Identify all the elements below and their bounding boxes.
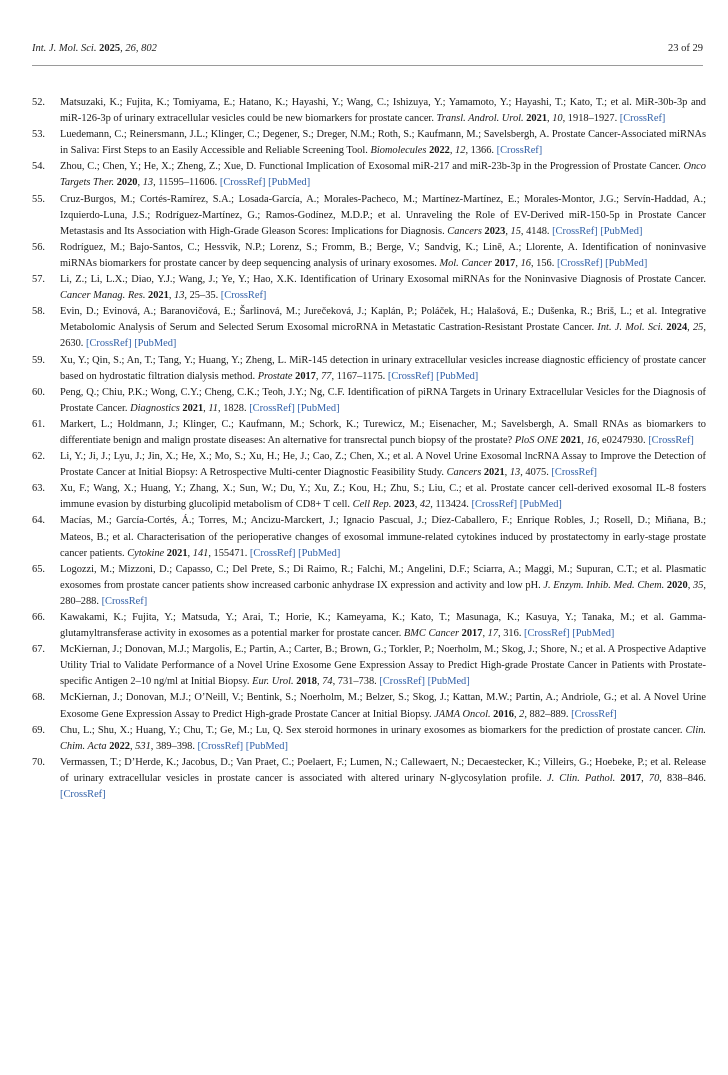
reference-journal: Eur. Urol. bbox=[252, 676, 294, 688]
reference-text: Rodríguez, M.; Bajo-Santos, C.; Hessvik, N.P.; Lorenz, S.; Fromm, B.; Berge, V.; Sandvig, K.; Linē, A.; Llorente, A. Identification of noninvasive miRNAs biomarkers for prostate cancer by deep sequencing analysis of urinary exosomes. Mol. Cancer 2017, 16, 156. [CrossRef] [PubMed] bbox=[60, 241, 706, 269]
reference-volume: 25 bbox=[692, 322, 704, 334]
reference-pages: , 1167–1175. bbox=[331, 370, 386, 382]
reference-number: 68. bbox=[32, 692, 45, 704]
reference-item bbox=[32, 159, 706, 191]
reference-pages: , 1828. bbox=[218, 402, 247, 414]
reference-item bbox=[32, 723, 706, 755]
reference-journal: Prostate bbox=[257, 370, 293, 382]
reference-pages: , 731–738. bbox=[332, 676, 377, 688]
reference-journal: J. Clin. Pathol. bbox=[546, 772, 616, 784]
reference-year: 2021 bbox=[148, 290, 169, 302]
reference-pages: , 838–846. bbox=[659, 772, 706, 784]
reference-authors-title: Logozzi, M.; Mizzoni, D.; Capasso, C.; Del Prete, S.; Di Raimo, R.; Falchi, M.; Angelini, D.F.; Sciarra, A.; Maggi, M.; Supuran, C.T.; et al. Plasmatic exosomes from prostate cancer patients show increased carbonic anhydrase IX expression and activity and low pH. bbox=[60, 563, 706, 591]
pubmed-link[interactable]: [PubMed] bbox=[436, 370, 479, 382]
reference-text: Evin, D.; Evinová, A.; Baranovičová, E.; Šarlinová, M.; Jurečeková, J.; Kaplán, P.; Poláček, H.; Halašová, E.; Dušenka, R.; Briš, L.; et al. Integrative Metabolomic Analysis of Serum and Selected Serum Exosomal microRNA in Metastatic Castration-Resistant Prostate Cancer. Int. J. Mol. Sci. 2024, 25, 2630. [CrossRef] [PubMed] bbox=[60, 306, 706, 350]
reference-journal: Mol. Cancer bbox=[439, 257, 492, 269]
reference-volume: 13 bbox=[509, 467, 521, 479]
reference-journal: Cancers bbox=[447, 225, 482, 237]
reference-pages: , 25–35. bbox=[184, 290, 219, 302]
reference-journal: Int. J. Mol. Sci. bbox=[597, 322, 664, 334]
reference-year: 2021 bbox=[560, 434, 582, 446]
reference-volume: 77 bbox=[321, 370, 332, 382]
reference-item bbox=[32, 304, 706, 352]
reference-pages: , 4075. bbox=[520, 467, 549, 479]
reference-text: Li, Y.; Ji, J.; Lyu, J.; Jin, X.; He, X.; Mo, S.; Xu, H.; He, J.; Cao, Z.; Chen, X.; et al. A Novel Urine Exosomal lncRNA Assay to Improve the Detection of Prostate Cancer at Initial Biopsy: A Retrospective Multi-center Diagnostic Feasibility Study. Cancers 2021, 13, 4075. [CrossRef] bbox=[60, 451, 706, 479]
reference-authors-title: Markert, L.; Holdmann, J.; Klinger, C.; Kaufmann, M.; Schork, K.; Turewicz, M.; Eisenacher, M.; Savelsbergh, A. Small RNAs as biomarkers to differentiate benign and malign prostate diseases: An alternative for transrectal punch biopsy of the prostate? bbox=[60, 418, 706, 446]
reference-journal: Transl. Androl. Urol. bbox=[436, 113, 524, 125]
reference-volume: 70 bbox=[648, 772, 660, 784]
reference-year: 2017 bbox=[494, 257, 516, 269]
reference-text: Xu, Y.; Qin, S.; An, T.; Tang, Y.; Huang, Y.; Zheng, L. MiR-145 detection in urinary extracellular vesicles increase diagnostic efficiency of prostate cancer based on hydrostatic filtration dialysis method. Prostate 2017, 77, 1167–1175. [CrossRef] [PubMed] bbox=[60, 354, 706, 382]
reference-number: 69. bbox=[32, 724, 45, 736]
journal-name: Int. J. Mol. Sci. bbox=[32, 43, 97, 54]
reference-year: 2021 bbox=[526, 113, 548, 125]
reference-volume: 13 bbox=[142, 177, 154, 189]
reference-authors-title: Macías, M.; García-Cortés, Á.; Torres, M.; Ancizu-Marckert, J.; Ignacio Pascual, J.; Díez-Caballero, F.; Enrique Robles, J.; Rosell, D.; Miñana, B.; Mateos, B.; et al. Characterisation of the perioperative changes of exosomal immune-related cytokines induced by prostatectomy in early-stage prostate cancer patients. bbox=[60, 515, 706, 559]
reference-authors-title: Zhou, C.; Chen, Y.; He, X.; Zheng, Z.; Xue, D. Functional Implication of Exosomal miR-217 and miR-23b-3p in the Progression of Prostate Cancer. bbox=[60, 161, 684, 173]
reference-item bbox=[32, 449, 706, 481]
crossref-link[interactable]: [CrossRef] bbox=[524, 628, 570, 640]
pubmed-link[interactable]: [PubMed] bbox=[572, 628, 615, 640]
reference-number: 59. bbox=[32, 354, 45, 366]
reference-text: Vermassen, T.; D’Herde, K.; Jacobus, D.; Van Praet, C.; Poelaert, F.; Lumen, N.; Callewaert, N.; Decaestecker, K.; Villeirs, G.; Hoebeke, P.; et al. Release of urinary extracellular vesicles in prostate cancer is associated with altered urinary N-glycosylation profile. J. Clin. Pathol. 2017, 70, 838–846. [CrossRef] bbox=[60, 756, 706, 801]
reference-authors-title: Cruz-Burgos, M.; Cortés-Ramírez, S.A.; Losada-García, A.; Morales-Pacheco, M.; Martínez-Martínez, E.; Morales-Montor, J.G.; Servín-Haddad, A.; Izquierdo-Luna, J.S.; Rodríguez-Martínez, G.; Ramos-Godínez, M.D.P.; et al. Unraveling the Role of EV-Derived miR-150-5p in Prostate Cancer Metastasis and Its Association with High-Grade Gleason Scores: Implications for Diagnosis. bbox=[60, 193, 706, 237]
reference-item bbox=[32, 513, 706, 561]
reference-number: 52. bbox=[32, 97, 45, 108]
reference-journal: Cell Rep. bbox=[352, 499, 392, 511]
reference-journal: Cancers bbox=[446, 467, 482, 479]
reference-year: 2021 bbox=[483, 467, 505, 479]
reference-volume: 15 bbox=[510, 225, 521, 237]
reference-item bbox=[32, 272, 706, 304]
pubmed-link[interactable]: [PubMed] bbox=[245, 740, 288, 752]
reference-journal: JAMA Oncol. bbox=[434, 708, 491, 720]
reference-number: 64. bbox=[32, 515, 45, 527]
reference-authors-title: Chu, L.; Shu, X.; Huang, Y.; Chu, T.; Ge, M.; Lu, Q. Sex steroid hormones in urinary exosomes as biomarkers for the prediction of prostate cancer. bbox=[60, 724, 686, 736]
reference-text: Macías, M.; García-Cortés, Á.; Torres, M.; Ancizu-Marckert, J.; Ignacio Pascual, J.; Díez-Caballero, F.; Enrique Robles, J.; Rosell, D.; Miñana, B.; Mateos, B.; et al. Characterisation of the perioperative changes of exosomal immune-related cytokines induced by prostatectomy in early-stage prostate cancer patients. Cytokine 2021, 141, 155471. [CrossRef] [PubMed] bbox=[60, 515, 706, 559]
reference-year: 2020 bbox=[666, 579, 688, 591]
crossref-link[interactable]: [CrossRef] bbox=[496, 145, 543, 157]
reference-pages: , 389–398. bbox=[150, 740, 195, 752]
pubmed-link[interactable]: [PubMed] bbox=[600, 225, 643, 237]
reference-volume: 11 bbox=[208, 402, 218, 414]
reference-authors-title: Li, Z.; Li, L.X.; Diao, Y.J.; Wang, J.; Ye, Y.; Hao, X.K. Identification of Urinary Exosomal miRNAs for the Noninvasive Diagnosis of Prostate Cancer. bbox=[60, 274, 706, 286]
pubmed-link[interactable]: [PubMed] bbox=[519, 499, 562, 511]
reference-authors-title: Xu, Y.; Qin, S.; An, T.; Tang, Y.; Huang, Y.; Zheng, L. MiR-145 detection in urinary extracellular vesicles increase diagnostic efficiency of prostate cancer based on hydrostatic filtration dialysis method. bbox=[60, 354, 706, 382]
reference-pages: , 155471. bbox=[208, 547, 248, 559]
reference-number: 66. bbox=[32, 612, 45, 623]
journal-volume-issue: , 26, 802 bbox=[120, 43, 157, 54]
crossref-link[interactable]: [CrossRef] bbox=[551, 467, 598, 479]
reference-volume: 2 bbox=[519, 708, 525, 720]
crossref-link[interactable]: [CrossRef] bbox=[556, 257, 603, 269]
reference-pages: , 1918–1927. bbox=[562, 113, 618, 125]
reference-text: Cruz-Burgos, M.; Cortés-Ramírez, S.A.; Losada-García, A.; Morales-Pacheco, M.; Martínez-Martínez, E.; Morales-Montor, J.G.; Servín-Haddad, A.; Izquierdo-Luna, J.S.; Rodríguez-Martínez, G.; Ramos-Godínez, M.D.P.; et al. Unraveling the Role of EV-Derived miR-150-5p in Prostate Cancer Metastasis and Its Association with High-Grade Gleason Scores: Implications for Diagnosis. Cancers 2023, 15, 4148. [CrossRef] [PubMed] bbox=[60, 193, 706, 237]
reference-item bbox=[32, 642, 706, 690]
reference-item bbox=[32, 127, 706, 159]
reference-text: Logozzi, M.; Mizzoni, D.; Capasso, C.; Del Prete, S.; Di Raimo, R.; Falchi, M.; Angelini, D.F.; Sciarra, A.; Maggi, M.; Supuran, C.T.; et al. Plasmatic exosomes from prostate cancer patients show increased carbonic anhydrase IX expression and activity and low pH. J. Enzym. Inhib. Med. Chem. 2020, 35, 280–288. [CrossRef] bbox=[60, 563, 706, 607]
reference-authors-title: McKiernan, J.; Donovan, M.J.; O’Neill, V.; Bentink, S.; Noerholm, M.; Belzer, S.; Skog, J.; Kattan, M.W.; Partin, A.; Andriole, G.; et al. A Novel Urine Exosome Gene Expression Assay to Predict High-grade Prostate Cancer at Initial Biopsy. bbox=[60, 692, 706, 720]
reference-year: 2023 bbox=[393, 499, 415, 511]
reference-volume: 531 bbox=[135, 740, 151, 752]
reference-journal: Biomolecules bbox=[370, 145, 427, 157]
reference-volume: 13 bbox=[174, 290, 185, 302]
crossref-link[interactable]: [CrossRef] bbox=[648, 434, 694, 446]
crossref-link[interactable]: [CrossRef] bbox=[101, 595, 148, 607]
reference-number: 62. bbox=[32, 451, 45, 463]
reference-volume: 12 bbox=[455, 145, 466, 157]
crossref-link[interactable]: [CrossRef] bbox=[249, 547, 296, 559]
reference-authors-title: Kawakami, K.; Fujita, Y.; Matsuda, Y.; Arai, T.; Horie, K.; Kameyama, K.; Kato, T.; Masunaga, K.; Kasuya, Y.; Tanaka, M.; et al. Gamma-glutamyltransferase activity in exosomes as a potential marker for prostate cancer. bbox=[60, 612, 706, 640]
reference-pages: , 280–288. bbox=[60, 579, 706, 607]
reference-authors-title: Vermassen, T.; D’Herde, K.; Jacobus, D.; Van Praet, C.; Poelaert, F.; Lumen, N.; Callewaert, N.; Decaestecker, K.; Villeirs, G.; Hoebeke, P.; et al. Release of urinary extracellular vesicles in prostate cancer is associated with altered urinary N-glycosylation profile. bbox=[60, 756, 706, 784]
reference-journal: Cancer Manag. Res. bbox=[60, 290, 146, 302]
reference-item bbox=[32, 481, 706, 513]
crossref-link[interactable]: [CrossRef] bbox=[249, 402, 295, 414]
reference-number: 65. bbox=[32, 563, 45, 575]
reference-item bbox=[32, 562, 706, 610]
reference-item bbox=[32, 385, 706, 417]
reference-journal: Clin. Chim. Acta bbox=[60, 724, 706, 752]
reference-year: 2021 bbox=[166, 547, 188, 559]
reference-item bbox=[32, 240, 706, 272]
reference-volume: 74 bbox=[322, 676, 333, 688]
reference-number: 54. bbox=[32, 161, 45, 173]
reference-pages: , 2630. bbox=[60, 322, 706, 350]
page-number: 23 of 29 bbox=[668, 43, 703, 54]
reference-year: 2024 bbox=[666, 322, 688, 334]
reference-item bbox=[32, 417, 706, 449]
pubmed-link[interactable]: [PubMed] bbox=[297, 402, 340, 414]
reference-pages: , 156. bbox=[530, 257, 555, 269]
reference-volume: 35 bbox=[693, 579, 704, 591]
reference-year: 2017 bbox=[461, 628, 483, 640]
journal-year: 2025 bbox=[99, 43, 121, 54]
reference-year: 2018 bbox=[296, 676, 317, 688]
reference-volume: 141 bbox=[192, 547, 209, 559]
crossref-link[interactable]: [CrossRef] bbox=[387, 370, 434, 382]
reference-item bbox=[32, 690, 706, 722]
reference-text: Markert, L.; Holdmann, J.; Klinger, C.; Kaufmann, M.; Schork, K.; Turewicz, M.; Eisenacher, M.; Savelsbergh, A. Small RNAs as biomarkers to differentiate benign and malign prostate diseases: An alternative for transrectal punch biopsy of the prostate? PloS ONE 2021, 16, e0247930. [CrossRef] bbox=[60, 418, 706, 446]
crossref-link[interactable]: [CrossRef] bbox=[471, 499, 518, 511]
reference-volume: 16 bbox=[586, 434, 597, 446]
reference-pages: , e0247930. bbox=[596, 434, 646, 446]
reference-journal: J. Enzym. Inhib. Med. Chem. bbox=[543, 579, 665, 591]
reference-number: 60. bbox=[32, 386, 45, 398]
reference-journal: PloS ONE bbox=[514, 434, 558, 446]
reference-item bbox=[32, 353, 706, 385]
crossref-link[interactable]: [CrossRef] bbox=[619, 113, 666, 125]
reference-text: McKiernan, J.; Donovan, M.J.; O’Neill, V.; Bentink, S.; Noerholm, M.; Belzer, S.; Skog, J.; Kattan, M.W.; Partin, A.; Andriole, G.; et al. A Novel Urine Exosome Gene Expression Assay to Predict High-grade Prostate Cancer at Initial Biopsy. JAMA Oncol. 2016, 2, 882–889. [CrossRef] bbox=[60, 692, 706, 720]
reference-text: Xu, F.; Wang, X.; Huang, Y.; Zhang, X.; Sun, W.; Du, Y.; Xu, Z.; Kou, H.; Zhu, S.; Liu, C.; et al. Prostate cancer cell-derived exosomal IL-8 fosters immune evasion by disturbing glucolipid metabolism of CD8+ T cell. Cell Rep. 2023, 42, 113424. [CrossRef] [PubMed] bbox=[60, 483, 706, 511]
reference-pages: , 4148. bbox=[520, 225, 550, 237]
reference-year: 2017 bbox=[295, 370, 316, 382]
reference-authors-title: Luedemann, C.; Reinersmann, J.L.; Klinger, C.; Degener, S.; Dreger, N.M.; Roth, S.; Kaufmann, M.; Savelsbergh, A. Prostate Cancer-Associated miRNAs in Saliva: First Steps to an Easily Accessible and Reliable Screening Tool. bbox=[60, 129, 706, 157]
reference-number: 53. bbox=[32, 129, 45, 141]
pubmed-link[interactable]: [PubMed] bbox=[605, 257, 648, 269]
pubmed-link[interactable]: [PubMed] bbox=[268, 177, 311, 189]
crossref-link[interactable]: [CrossRef] bbox=[86, 338, 132, 350]
reference-text: Kawakami, K.; Fujita, Y.; Matsuda, Y.; Arai, T.; Horie, K.; Kameyama, K.; Kato, T.; Masunaga, K.; Kasuya, Y.; Tanaka, M.; et al. Gamma-glutamyltransferase activity in exosomes as a potential marker for prostate cancer. BMC Cancer 2017, 17, 316. [CrossRef] [PubMed] bbox=[60, 612, 706, 640]
reference-authors-title: Peng, Q.; Chiu, P.K.; Wong, C.Y.; Cheng, C.K.; Teoh, J.Y.; Ng, C.F. Identification of piRNA Targets in Urinary Extracellular Vesicles for the Diagnosis of Prostate Cancer. bbox=[60, 386, 706, 414]
reference-journal: BMC Cancer bbox=[403, 628, 460, 640]
reference-number: 67. bbox=[32, 644, 45, 656]
reference-year: 2022 bbox=[429, 145, 450, 157]
reference-number: 61. bbox=[32, 418, 45, 430]
reference-volume: 10 bbox=[552, 113, 563, 125]
crossref-link[interactable]: [CrossRef] bbox=[219, 177, 266, 189]
reference-year: 2016 bbox=[493, 708, 514, 720]
reference-number: 63. bbox=[32, 483, 45, 495]
reference-authors-title: Evin, D.; Evinová, A.; Baranovičová, E.; Šarlinová, M.; Jurečeková, J.; Kaplán, P.; Poláček, H.; Halašová, E.; Dušenka, R.; Briš, L.; et al. Integrative Metabolomic Analysis of Serum and Selected Serum Exosomal microRNA in Metastatic Castration-Resistant Prostate Cancer. bbox=[60, 306, 706, 334]
crossref-link[interactable]: [CrossRef] bbox=[60, 789, 106, 801]
reference-text: McKiernan, J.; Donovan, M.J.; Margolis, E.; Partin, A.; Carter, B.; Brown, G.; Torkler, P.; Noerholm, M.; Skog, J.; Shore, N.; et al. A Prospective Adaptive Utility Trial to Validate Performance of a Novel Urine Exosome Gene Expression Assay to Predict High-grade Prostate Cancer in Patients with Prostate-specific Antigen 2–10 ng/ml at Initial Biopsy. Eur. Urol. 2018, 74, 731–738. [CrossRef] [PubMed] bbox=[60, 644, 706, 688]
reference-pages: , 11595–11606. bbox=[153, 177, 218, 189]
reference-year: 2022 bbox=[109, 740, 130, 752]
reference-journal: Diagnostics bbox=[130, 402, 180, 414]
reference-number: 56. bbox=[32, 241, 45, 253]
reference-year: 2020 bbox=[116, 177, 138, 189]
crossref-link[interactable]: [CrossRef] bbox=[197, 740, 244, 752]
reference-volume: 17 bbox=[487, 628, 499, 640]
page-header bbox=[32, 43, 703, 63]
reference-year: 2017 bbox=[620, 772, 642, 784]
reference-pages: , 316. bbox=[498, 628, 522, 640]
reference-year: 2021 bbox=[182, 402, 204, 414]
reference-pages: , 1366. bbox=[465, 145, 495, 157]
reference-pages: , 113424. bbox=[430, 499, 469, 511]
reference-year: 2023 bbox=[484, 225, 506, 237]
reference-authors-title: Li, Y.; Ji, J.; Lyu, J.; Jin, X.; He, X.; Mo, S.; Xu, H.; He, J.; Cao, Z.; Chen, X.; et al. A Novel Urine Exosomal lncRNA Assay to Improve the Detection of Prostate Cancer at Initial Biopsy: A Retrospective Multi-center Diagnostic Feasibility Study. bbox=[60, 451, 706, 479]
pubmed-link[interactable]: [PubMed] bbox=[134, 338, 177, 350]
pubmed-link[interactable]: [PubMed] bbox=[298, 547, 341, 559]
reference-authors-title: Matsuzaki, K.; Fujita, K.; Tomiyama, E.; Hatano, K.; Hayashi, Y.; Wang, C.; Ishizuya, Y.; Yamamoto, Y.; Hayashi, T.; Kato, T.; et al. MiR-30b-3p and miR-126-3p of urinary extracellular vesicles could be new biomarkers for prostate cancer. bbox=[60, 97, 706, 125]
reference-text: Chu, L.; Shu, X.; Huang, Y.; Chu, T.; Ge, M.; Lu, Q. Sex steroid hormones in urinary exosomes as biomarkers for the prediction of prostate cancer. Clin. Chim. Acta 2022, 531, 389–398. [CrossRef] [PubMed] bbox=[60, 724, 706, 752]
reference-item bbox=[32, 95, 706, 127]
reference-authors-title: Rodríguez, M.; Bajo-Santos, C.; Hessvik, N.P.; Lorenz, S.; Fromm, B.; Berge, V.; Sandvig, K.; Linē, A.; Llorente, A. Identification of noninvasive miRNAs biomarkers for prostate cancer by deep sequencing analysis of urinary exosomes. bbox=[60, 241, 706, 269]
reference-text: Matsuzaki, K.; Fujita, K.; Tomiyama, E.; Hatano, K.; Hayashi, Y.; Wang, C.; Ishizuya, Y.; Yamamoto, Y.; Hayashi, T.; Kato, T.; et al. MiR-30b-3p and miR-126-3p of urinary extracellular vesicles could be new biomarkers for prostate cancer. Transl. Androl. Urol. 2021, 10, 1918–1927. [CrossRef] bbox=[60, 97, 706, 125]
reference-authors-title: Xu, F.; Wang, X.; Huang, Y.; Zhang, X.; Sun, W.; Du, Y.; Xu, Z.; Kou, H.; Zhu, S.; Liu, C.; et al. Prostate cancer cell-derived exosomal IL-8 fosters immune evasion by disturbing glucolipid metabolism of CD8+ T cell. bbox=[60, 483, 706, 511]
crossref-link[interactable]: [CrossRef] bbox=[571, 708, 617, 720]
header-rule bbox=[32, 65, 703, 66]
reference-number: 57. bbox=[32, 274, 45, 286]
reference-text: Zhou, C.; Chen, Y.; He, X.; Zheng, Z.; Xue, D. Functional Implication of Exosomal miR-217 and miR-23b-3p in the Progression of Prostate Cancer. Onco Targets Ther. 2020, 13, 11595–11606. [CrossRef] [PubMed] bbox=[60, 161, 706, 189]
reference-volume: 16 bbox=[520, 257, 531, 269]
reference-list bbox=[32, 95, 706, 803]
reference-journal: Cytokine bbox=[127, 547, 165, 559]
reference-volume: 42 bbox=[419, 499, 431, 511]
reference-number: 58. bbox=[32, 306, 45, 318]
reference-item bbox=[32, 755, 706, 803]
reference-text: Luedemann, C.; Reinersmann, J.L.; Klinger, C.; Degener, S.; Dreger, N.M.; Roth, S.; Kaufmann, M.; Savelsbergh, A. Prostate Cancer-Associated miRNAs in Saliva: First Steps to an Easily Accessible and Reliable Screening Tool. Biomolecules 2022, 12, 1366. [CrossRef] bbox=[60, 129, 706, 157]
reference-text: Li, Z.; Li, L.X.; Diao, Y.J.; Wang, J.; Ye, Y.; Hao, X.K. Identification of Urinary Exosomal miRNAs for the Noninvasive Diagnosis of Prostate Cancer. Cancer Manag. Res. 2021, 13, 25–35. [CrossRef] bbox=[60, 274, 706, 302]
reference-authors-title: McKiernan, J.; Donovan, M.J.; Margolis, E.; Partin, A.; Carter, B.; Brown, G.; Torkler, P.; Noerholm, M.; Skog, J.; Shore, N.; et al. A Prospective Adaptive Utility Trial to Validate Performance of a Novel Urine Exosome Gene Expression Assay to Predict High-grade Prostate Cancer in Patients with Prostate-specific Antigen 2–10 ng/ml at Initial Biopsy. bbox=[60, 644, 706, 688]
reference-item bbox=[32, 192, 706, 240]
crossref-link[interactable]: [CrossRef] bbox=[220, 290, 267, 302]
reference-number: 70. bbox=[32, 756, 45, 768]
pubmed-link[interactable]: [PubMed] bbox=[427, 676, 470, 688]
journal-citation bbox=[32, 43, 157, 54]
reference-item bbox=[32, 610, 706, 642]
reference-journal: Onco Targets Ther. bbox=[60, 161, 706, 189]
crossref-link[interactable]: [CrossRef] bbox=[379, 676, 425, 688]
reference-text: Peng, Q.; Chiu, P.K.; Wong, C.Y.; Cheng, C.K.; Teoh, J.Y.; Ng, C.F. Identification of piRNA Targets in Urinary Extracellular Vesicles for the Diagnosis of Prostate Cancer. Diagnostics 2021, 11, 1828. [CrossRef] [PubMed] bbox=[60, 386, 706, 414]
reference-pages: , 882–889. bbox=[524, 708, 569, 720]
reference-number: 55. bbox=[32, 193, 45, 205]
crossref-link[interactable]: [CrossRef] bbox=[552, 225, 598, 237]
